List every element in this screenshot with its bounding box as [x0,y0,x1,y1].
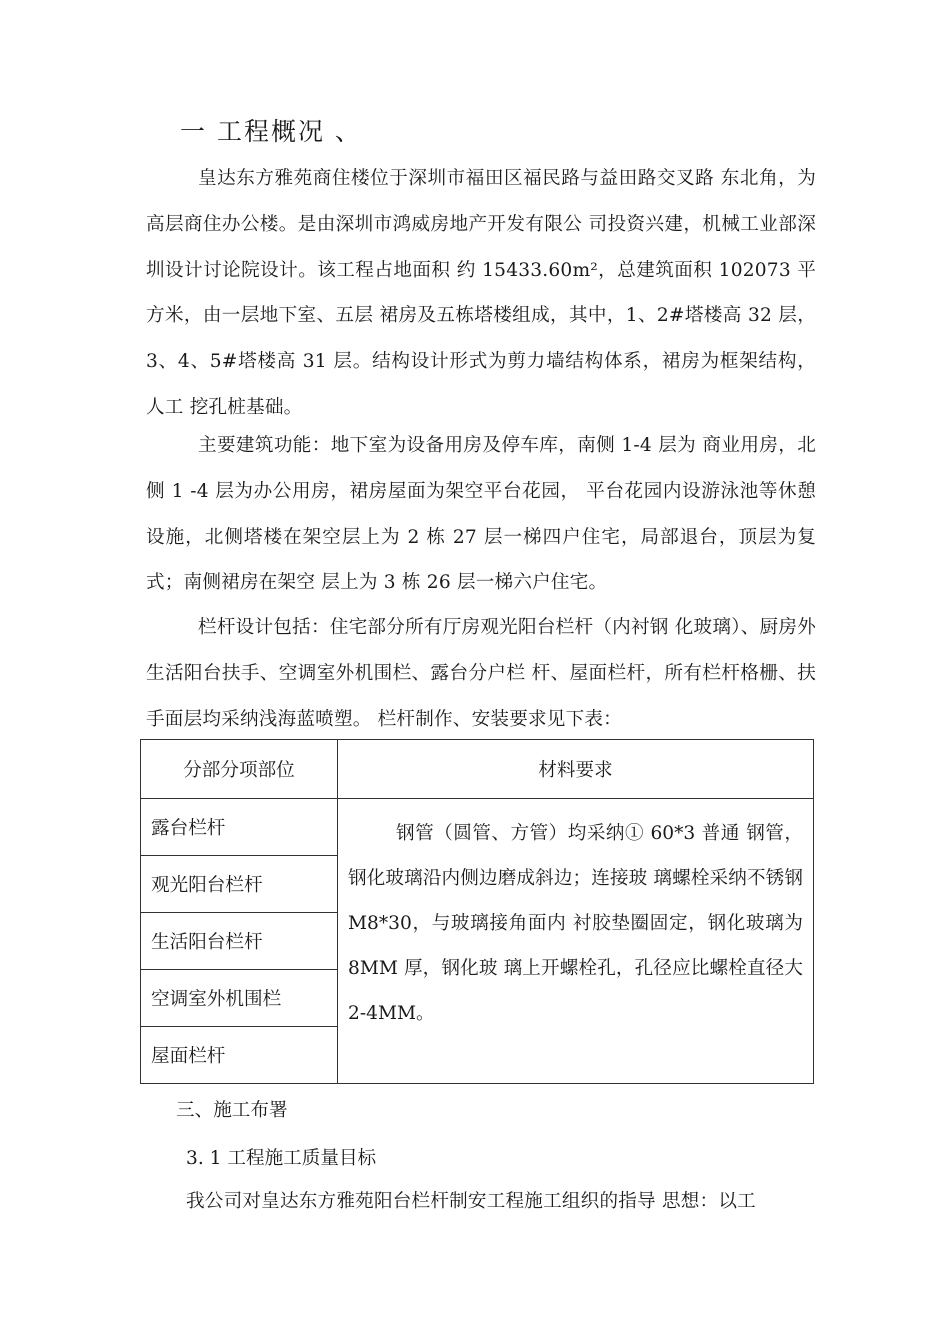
material-cell: 钢管（圆管、方管）均采纳① 60*3 普通 钢管，钢化玻璃沿内侧边磨成斜边；连接玻 璃螺栓采纳不锈钢 M8*30，与玻璃接角面内 衬胶垫圈固定，钢化玻璃为 8MM 厚，钢化玻 璃上开螺栓孔，孔径应比螺栓直径大 2-4MM。 [338,799,814,1084]
paragraph-railings: 栏杆设计包括：住宅部分所有厅房观光阳台栏杆（内衬钢 化玻璃）、厨房外生活阳台扶手、空调室外机围栏、露台分户栏 杆、屋面栏杆，所有栏杆格栅、扶手面层均采纳浅海蓝喷塑。 栏杆制作、安装要求见下表： [146,617,816,730]
table-header-row [141,740,814,799]
railing-spec-table [140,739,814,1084]
part-cell: 生活阳台栏杆 [141,913,338,970]
subsection-heading-quality-target: 3. 1 工程施工质量目标 [186,1148,377,1169]
part-cell: 观光阳台栏杆 [141,856,338,913]
section-heading-construction-layout: 三、施工布署 [176,1100,288,1121]
paragraph-quality-target: 我公司对皇达东方雅苑阳台栏杆制安工程施工组织的指导 思想：以工 [186,1191,756,1212]
part-cell: 屋面栏杆 [141,1027,338,1084]
paragraph-functions: 主要建筑功能：地下室为设备用房及停车库，南侧 1-4 层为 商业用房，北侧 1 -4 层为办公用房，裙房屋面为架空平台花园， 平台花园内设游泳池等休憩设施，北侧塔楼在架空层上为 2 栋 27 层一梯四户住宅，局部退台，顶层为复式；南侧裙房在架空 层上为 3 栋 26 层一梯六户住宅。 [146,435,816,594]
table-row [141,799,814,856]
header-part: 分部分项部位 [141,740,338,799]
part-cell: 露台栏杆 [141,799,338,856]
part-cell: 空调室外机围栏 [141,970,338,1027]
section-heading-overview: 一 工程概况 、 [180,117,362,146]
header-material: 材料要求 [338,740,814,799]
paragraph-overview: 皇达东方雅苑商住楼位于深圳市福田区福民路与益田路交叉路 东北角，为高层商住办公楼。是由深圳市鸿威房地产开发有限公 司投资兴建，机械工业部深圳设计讨论院设计。该工程占地面积 约 15433.60m²，总建筑面积 102073 平方米，由一层地下室、五层 裙房及五栋塔楼组成，其中，1、2#塔楼高 32 层，3、4、5#塔楼高 31 层。结构设计形式为剪力墙结构体系，裙房为框架结构，人工 挖孔桩基础。 [146,168,816,418]
